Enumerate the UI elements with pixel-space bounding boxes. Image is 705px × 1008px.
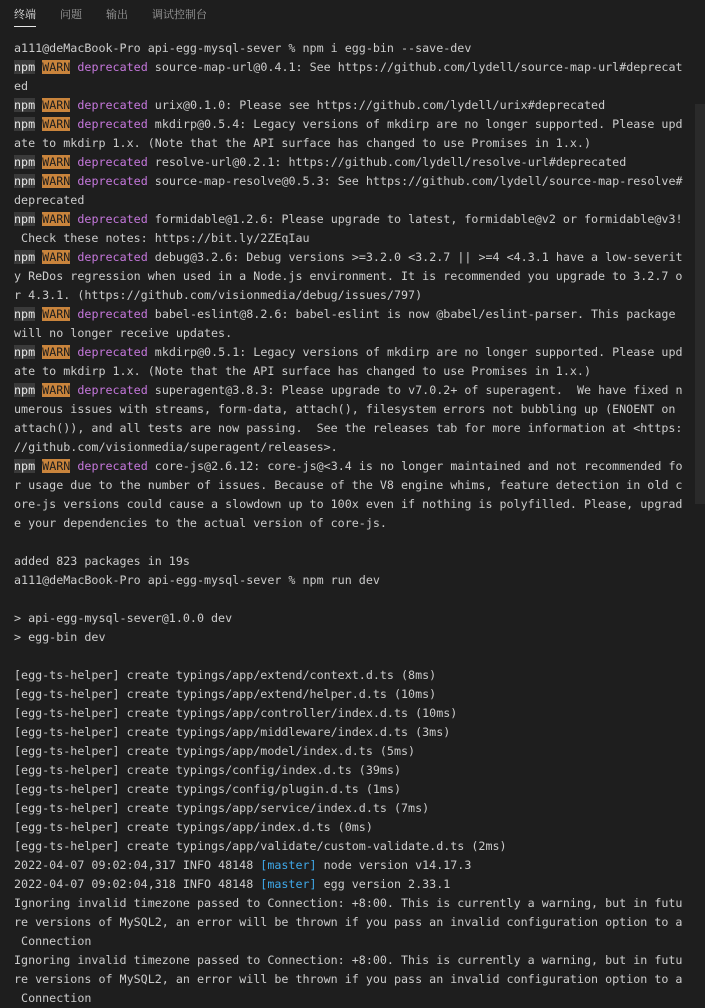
terminal-line (14, 210, 684, 229)
line-text: [egg-ts-helper] create typings/app/validate/custom-validate.d.ts (2ms) (14, 839, 507, 853)
line-text: ate to mkdirp 1.x. (Note that the API surface has changed to use Promises in 1.x.) (14, 364, 591, 378)
terminal-line (14, 267, 684, 286)
npm-tag: npm (14, 459, 36, 473)
line-text: ate to mkdirp 1.x. (Note that the API surface has changed to use Promises in 1.x.) (14, 136, 591, 150)
line-text: egg version 2.33.1 (316, 877, 451, 891)
line-text: a111@deMacBook-Pro api-egg-mysql-sever % npm i egg-bin --save-dev (14, 41, 472, 55)
terminal-line (14, 761, 684, 780)
line-text: [egg-ts-helper] create typings/app/index.d.ts (0ms) (14, 820, 373, 834)
npm-tag: npm (14, 155, 36, 169)
line-text: re versions of MySQL2, an error will be thrown if you pass an invalid configuration option to a (14, 915, 683, 929)
warn-badge: WARN (42, 174, 71, 188)
line-text: Connection (14, 934, 92, 948)
line-text: superagent@3.8.3: Please upgrade to v7.0.2+ of superagent. We have fixed n (147, 383, 683, 397)
line-text: [egg-ts-helper] create typings/app/middleware/index.d.ts (3ms) (14, 725, 451, 739)
terminal-line (14, 932, 684, 951)
line-text: debug@3.2.6: Debug versions >=3.2.0 <3.2.7 || >=4 <4.3.1 have a low-severit (147, 250, 683, 264)
terminal-line (14, 476, 684, 495)
terminal-line (14, 875, 684, 894)
tab-debug-console[interactable]: 调试控制台 (152, 8, 207, 21)
terminal-line (14, 533, 684, 552)
terminal-line (14, 799, 684, 818)
terminal-line (14, 343, 684, 362)
line-text: Ignoring invalid timezone passed to Connection: +8:00. This is currently a warning, but in futu (14, 953, 683, 967)
line-text: Check these notes: https://bit.ly/2ZEqIau (14, 231, 310, 245)
deprecated-label: deprecated (77, 174, 148, 188)
line-text: Connection (14, 991, 92, 1005)
warn-badge: WARN (42, 307, 71, 321)
line-text: source-map-resolve@0.5.3: See https://github.com/lydell/source-map-resolve# (147, 174, 683, 188)
tab-terminal[interactable]: 终端 (14, 7, 36, 27)
terminal-line (14, 400, 684, 419)
warn-badge: WARN (42, 98, 71, 112)
terminal-line (14, 951, 684, 970)
tab-problems[interactable]: 问题 (60, 8, 82, 21)
terminal-line (14, 647, 684, 666)
terminal-line (14, 704, 684, 723)
line-text: mkdirp@0.5.4: Legacy versions of mkdirp are no longer supported. Please upd (147, 117, 683, 131)
terminal-line (14, 115, 684, 134)
terminal-line (14, 457, 684, 476)
line-text: [egg-ts-helper] create typings/app/extend/helper.d.ts (10ms) (14, 687, 437, 701)
terminal-line (14, 419, 684, 438)
deprecated-label: deprecated (77, 307, 148, 321)
terminal-line (14, 324, 684, 343)
npm-tag: npm (14, 60, 36, 74)
line-text: [egg-ts-helper] create typings/config/index.d.ts (39ms) (14, 763, 402, 777)
line-text: added 823 packages in 19s (14, 554, 190, 568)
terminal-line (14, 191, 684, 210)
line-text: > egg-bin dev (14, 630, 106, 644)
terminal-line (14, 552, 684, 571)
line-text: will no longer receive updates. (14, 326, 233, 340)
terminal-line (14, 894, 684, 913)
npm-tag: npm (14, 98, 36, 112)
terminal-line (14, 58, 684, 77)
line-text: [egg-ts-helper] create typings/app/extend/context.d.ts (8ms) (14, 668, 437, 682)
warn-badge: WARN (42, 155, 71, 169)
terminal-line (14, 172, 684, 191)
terminal-line (14, 495, 684, 514)
deprecated-label: deprecated (77, 155, 148, 169)
terminal-line (14, 134, 684, 153)
warn-badge: WARN (42, 383, 71, 397)
deprecated-label: deprecated (77, 459, 148, 473)
terminal-line (14, 666, 684, 685)
warn-badge: WARN (42, 212, 71, 226)
deprecated-label: deprecated (77, 212, 148, 226)
line-text: y ReDos regression when used in a Node.js environment. It is recommended you upgrade to 3.2.7 o (14, 269, 683, 283)
terminal-line (14, 685, 684, 704)
line-text: ore-js versions could cause a slowdown up to 100x even if nothing is polyfilled. Please, upgrad (14, 497, 683, 511)
line-text: [egg-ts-helper] create typings/app/service/index.d.ts (7ms) (14, 801, 430, 815)
line-text: core-js@2.6.12: core-js@<3.4 is no longer maintained and not recommended fo (147, 459, 683, 473)
terminal-line (14, 248, 684, 267)
line-text: e your dependencies to the actual version of core-js. (14, 516, 387, 530)
deprecated-label: deprecated (77, 60, 148, 74)
log-prefix: 2022-04-07 09:02:04,317 INFO 48148 (14, 858, 261, 872)
terminal-line (14, 723, 684, 742)
line-text: mkdirp@0.5.1: Legacy versions of mkdirp are no longer supported. Please upd (147, 345, 683, 359)
master-tag: [master] (260, 877, 317, 891)
terminal-line (14, 837, 684, 856)
warn-badge: WARN (42, 60, 71, 74)
terminal-line (14, 856, 684, 875)
terminal-line (14, 39, 684, 58)
master-tag: [master] (260, 858, 317, 872)
deprecated-label: deprecated (77, 98, 148, 112)
terminal-line (14, 153, 684, 172)
terminal-line (14, 77, 684, 96)
terminal-line (14, 229, 684, 248)
log-prefix: 2022-04-07 09:02:04,318 INFO 48148 (14, 877, 261, 891)
line-text: ed (14, 79, 29, 93)
line-text: resolve-url@0.2.1: https://github.com/lydell/resolve-url#deprecated (147, 155, 627, 169)
terminal-line (14, 96, 684, 115)
npm-tag: npm (14, 307, 36, 321)
terminal-line (14, 628, 684, 647)
warn-badge: WARN (42, 117, 71, 131)
npm-tag: npm (14, 212, 36, 226)
npm-tag: npm (14, 383, 36, 397)
terminal-line (14, 780, 684, 799)
line-text: formidable@1.2.6: Please upgrade to latest, formidable@v2 or formidable@v3! (147, 212, 683, 226)
line-text: > api-egg-mysql-sever@1.0.0 dev (14, 611, 233, 625)
terminal-line (14, 590, 684, 609)
terminal-line (14, 571, 684, 590)
npm-tag: npm (14, 174, 36, 188)
line-text: attach()), and all tests are now passing. See the releases tab for more information at <https: (14, 421, 683, 435)
terminal-line (14, 818, 684, 837)
line-text: //github.com/visionmedia/superagent/releases>. (14, 440, 338, 454)
line-text: [egg-ts-helper] create typings/config/plugin.d.ts (1ms) (14, 782, 402, 796)
line-text: re versions of MySQL2, an error will be thrown if you pass an invalid configuration option to a (14, 972, 683, 986)
line-text: babel-eslint@8.2.6: babel-eslint is now @babel/eslint-parser. This package (147, 307, 676, 321)
terminal-line (14, 989, 684, 1008)
terminal-line (14, 609, 684, 628)
npm-tag: npm (14, 117, 36, 131)
line-text: r 4.3.1. (https://github.com/visionmedia/debug/issues/797) (14, 288, 423, 302)
terminal-line (14, 286, 684, 305)
line-text: Ignoring invalid timezone passed to Connection: +8:00. This is currently a warning, but in futu (14, 896, 683, 910)
terminal-line (14, 742, 684, 761)
warn-badge: WARN (42, 250, 71, 264)
line-text: deprecated (14, 193, 85, 207)
terminal-line (14, 381, 684, 400)
line-text: [egg-ts-helper] create typings/app/model/index.d.ts (5ms) (14, 744, 416, 758)
line-text: [egg-ts-helper] create typings/app/controller/index.d.ts (10ms) (14, 706, 458, 720)
line-text: source-map-url@0.4.1: See https://github.com/lydell/source-map-url#deprecat (147, 60, 683, 74)
tab-output[interactable]: 输出 (106, 8, 128, 21)
deprecated-label: deprecated (77, 250, 148, 264)
panel-tab-bar (0, 0, 705, 32)
npm-tag: npm (14, 345, 36, 359)
warn-badge: WARN (42, 459, 71, 473)
terminal-output[interactable] (14, 39, 684, 1008)
line-text: r usage due to the number of issues. Because of the V8 engine whims, feature detection in old c (14, 478, 683, 492)
warn-badge: WARN (42, 345, 71, 359)
line-text: a111@deMacBook-Pro api-egg-mysql-sever % npm run dev (14, 573, 380, 587)
line-text: node version v14.17.3 (316, 858, 472, 872)
terminal-line (14, 913, 684, 932)
npm-tag: npm (14, 250, 36, 264)
deprecated-label: deprecated (77, 345, 148, 359)
terminal-line (14, 362, 684, 381)
terminal-line (14, 970, 684, 989)
deprecated-label: deprecated (77, 117, 148, 131)
terminal-line (14, 305, 684, 324)
line-text: urix@0.1.0: Please see https://github.com/lydell/urix#deprecated (147, 98, 606, 112)
deprecated-label: deprecated (77, 383, 148, 397)
terminal-line (14, 438, 684, 457)
terminal-scrollbar[interactable] (695, 104, 705, 504)
line-text: umerous issues with streams, form-data, attach(), filesystem errors not bubbling up (ENOENT on (14, 402, 676, 416)
terminal-line (14, 514, 684, 533)
